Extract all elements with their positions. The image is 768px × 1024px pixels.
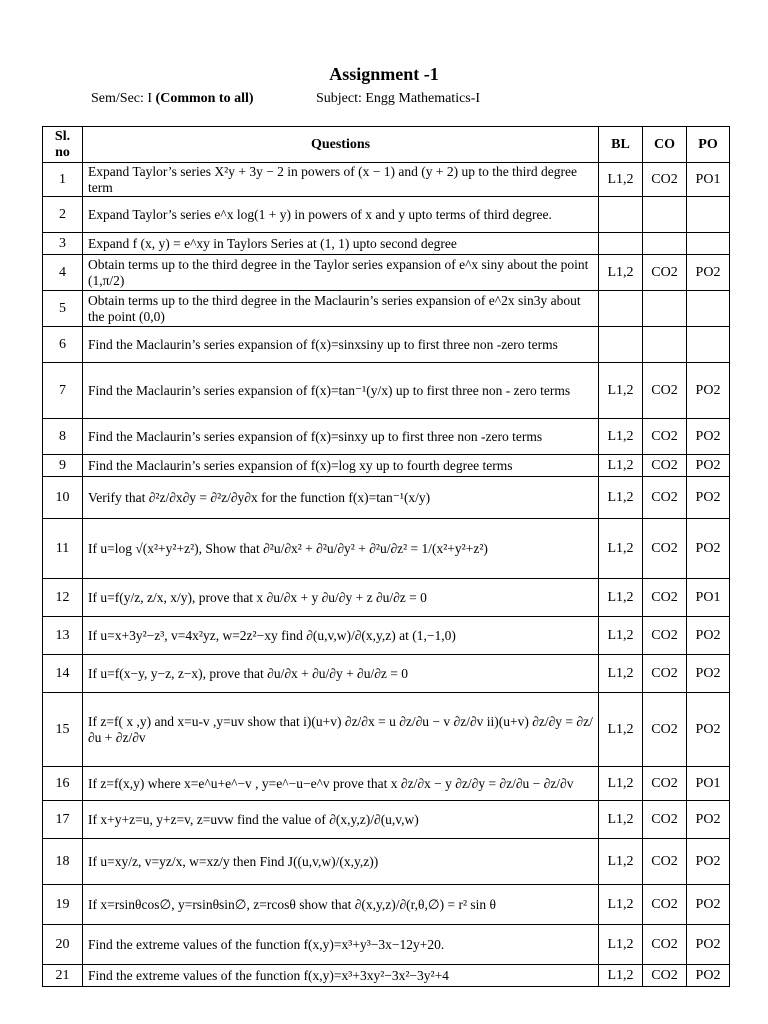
program-outcome: PO2 [687,255,730,291]
program-outcome: PO2 [687,519,730,579]
row-number: 4 [43,255,83,291]
course-outcome: CO2 [643,519,687,579]
program-outcome: PO2 [687,693,730,767]
course-outcome [643,291,687,327]
course-outcome: CO2 [643,925,687,965]
course-outcome: CO2 [643,801,687,839]
table-header-row [43,127,730,163]
question-text: Verify that ∂²z/∂x∂y = ∂²z/∂y∂x for the function f(x)=tan⁻¹(x/y) [83,477,599,519]
question-text: If z=f(x,y) where x=e^u+e^−v , y=e^−u−e^v prove that x ∂z/∂x − y ∂z/∂y = ∂z/∂u − ∂z/∂v [83,767,599,801]
table-row [43,519,730,579]
question-text: Find the Maclaurin’s series expansion of f(x)=tan⁻¹(y/x) up to first three non - zero terms [83,363,599,419]
question-text: If u=f(y/z, z/x, x/y), prove that x ∂u/∂x + y ∂u/∂y + z ∂u/∂z = 0 [83,579,599,617]
bloom-level: L1,2 [599,839,643,885]
row-number: 3 [43,233,83,255]
row-number: 14 [43,655,83,693]
table-row [43,839,730,885]
table-body [43,163,730,987]
bloom-level: L1,2 [599,801,643,839]
course-outcome [643,327,687,363]
bloom-level: L1,2 [599,455,643,477]
program-outcome: PO2 [687,477,730,519]
row-number: 7 [43,363,83,419]
header-po: PO [687,127,730,163]
row-number: 20 [43,925,83,965]
row-number: 6 [43,327,83,363]
bloom-level: L1,2 [599,655,643,693]
program-outcome: PO2 [687,455,730,477]
question-text: If u=f(x−y, y−z, z−x), prove that ∂u/∂x + ∂u/∂y + ∂u/∂z = 0 [83,655,599,693]
bloom-level: L1,2 [599,693,643,767]
table-row [43,327,730,363]
table-row [43,197,730,233]
course-outcome: CO2 [643,363,687,419]
bloom-level [599,327,643,363]
table-row [43,363,730,419]
table-row [43,965,730,987]
program-outcome [687,197,730,233]
course-outcome [643,197,687,233]
question-text: If u=xy/z, v=yz/x, w=xz/y then Find J((u,v,w)/(x,y,z)) [83,839,599,885]
row-number: 2 [43,197,83,233]
question-text: If u=x+3y²−z³, v=4x²yz, w=2z²−xy find ∂(u,v,w)/∂(x,y,z) at (1,−1,0) [83,617,599,655]
program-outcome: PO2 [687,839,730,885]
bloom-level: L1,2 [599,419,643,455]
course-outcome: CO2 [643,839,687,885]
question-text: Expand Taylor’s series e^x log(1 + y) in powers of x and y upto terms of third degree. [83,197,599,233]
table-row [43,801,730,839]
bloom-level: L1,2 [599,163,643,197]
row-number: 10 [43,477,83,519]
question-text: If x=rsinθcos∅, y=rsinθsin∅, z=rcosθ show that ∂(x,y,z)/∂(r,θ,∅) = r² sin θ [83,885,599,925]
row-number: 11 [43,519,83,579]
table-row [43,579,730,617]
bloom-level: L1,2 [599,617,643,655]
question-text: Find the Maclaurin’s series expansion of f(x)=sinxsiny up to first three non -zero terms [83,327,599,363]
table-row [43,233,730,255]
row-number: 12 [43,579,83,617]
bloom-level [599,291,643,327]
bloom-level: L1,2 [599,885,643,925]
question-text: Expand Taylor’s series X²y + 3y − 2 in powers of (x − 1) and (y + 2) up to the third degree term [83,163,599,197]
program-outcome [687,233,730,255]
program-outcome: PO2 [687,925,730,965]
course-outcome: CO2 [643,163,687,197]
row-number: 1 [43,163,83,197]
program-outcome [687,291,730,327]
question-text: Expand f (x, y) = e^xy in Taylors Series at (1, 1) upto second degree [83,233,599,255]
row-number: 13 [43,617,83,655]
table-row [43,925,730,965]
table-row [43,693,730,767]
program-outcome: PO2 [687,885,730,925]
bloom-level: L1,2 [599,477,643,519]
question-text: Obtain terms up to the third degree in the Maclaurin’s series expansion of e^2x sin3y about the point (0,0) [83,291,599,327]
program-outcome: PO2 [687,617,730,655]
program-outcome: PO2 [687,419,730,455]
page-title: Assignment -1 [329,64,439,84]
course-outcome [643,233,687,255]
row-number: 17 [43,801,83,839]
table-row [43,255,730,291]
semester-common: (Common to all) [155,91,254,106]
table-row [43,163,730,197]
bloom-level [599,233,643,255]
row-number: 21 [43,965,83,987]
program-outcome: PO1 [687,579,730,617]
question-text: If u=log √(x²+y²+z²), Show that ∂²u/∂x² + ∂²u/∂y² + ∂²u/∂z² = 1/(x²+y²+z²) [83,519,599,579]
bloom-level [599,197,643,233]
course-outcome: CO2 [643,617,687,655]
question-text: Find the extreme values of the function f(x,y)=x³+3xy²−3x²−3y²+4 [83,965,599,987]
row-number: 15 [43,693,83,767]
bloom-level: L1,2 [599,519,643,579]
row-number: 9 [43,455,83,477]
program-outcome: PO2 [687,801,730,839]
course-outcome: CO2 [643,255,687,291]
bloom-level: L1,2 [599,255,643,291]
program-outcome: PO2 [687,363,730,419]
bloom-level: L1,2 [599,579,643,617]
question-text: Find the extreme values of the function f(x,y)=x³+y³−3x−12y+20. [83,925,599,965]
bloom-level: L1,2 [599,363,643,419]
subject-label: Subject: Engg Mathematics-I [316,91,481,106]
semester-text: Sem/Sec: I [91,91,153,106]
table-row [43,885,730,925]
course-outcome: CO2 [643,767,687,801]
question-text: If x+y+z=u, y+z=v, z=uvw find the value of ∂(x,y,z)/∂(u,v,w) [83,801,599,839]
row-number: 5 [43,291,83,327]
bloom-level: L1,2 [599,767,643,801]
course-outcome: CO2 [643,655,687,693]
table-row [43,477,730,519]
header-co: CO [643,127,687,163]
bloom-level: L1,2 [599,965,643,987]
question-text: If z=f( x ,y) and x=u-v ,y=uv show that i)(u+v) ∂z/∂x = u ∂z/∂u − v ∂z/∂v ii)(u+v) ∂z/∂y = ∂z/∂u + ∂z/∂v [83,693,599,767]
course-outcome: CO2 [643,693,687,767]
course-outcome: CO2 [643,965,687,987]
program-outcome: PO2 [687,965,730,987]
question-text: Find the Maclaurin’s series expansion of f(x)=log xy up to fourth degree terms [83,455,599,477]
header-bl: BL [599,127,643,163]
row-number: 16 [43,767,83,801]
header-questions: Questions [83,127,599,163]
question-text: Obtain terms up to the third degree in the Taylor series expansion of e^x siny about the point (1,π/2) [83,255,599,291]
row-number: 19 [43,885,83,925]
table-row [43,419,730,455]
program-outcome: PO1 [687,163,730,197]
program-outcome [687,327,730,363]
course-outcome: CO2 [643,455,687,477]
table-row [43,655,730,693]
course-outcome: CO2 [643,477,687,519]
row-number: 18 [43,839,83,885]
question-text: Find the Maclaurin’s series expansion of f(x)=sinxy up to first three non -zero terms [83,419,599,455]
table-row [43,291,730,327]
course-outcome: CO2 [643,579,687,617]
program-outcome: PO1 [687,767,730,801]
course-outcome: CO2 [643,419,687,455]
row-number: 8 [43,419,83,455]
table-row [43,617,730,655]
bloom-level: L1,2 [599,925,643,965]
table-row [43,455,730,477]
course-outcome: CO2 [643,885,687,925]
program-outcome: PO2 [687,655,730,693]
table-row [43,767,730,801]
semester-label [91,91,254,107]
questions-table [42,126,730,987]
header-slno: Sl. no [43,127,83,163]
